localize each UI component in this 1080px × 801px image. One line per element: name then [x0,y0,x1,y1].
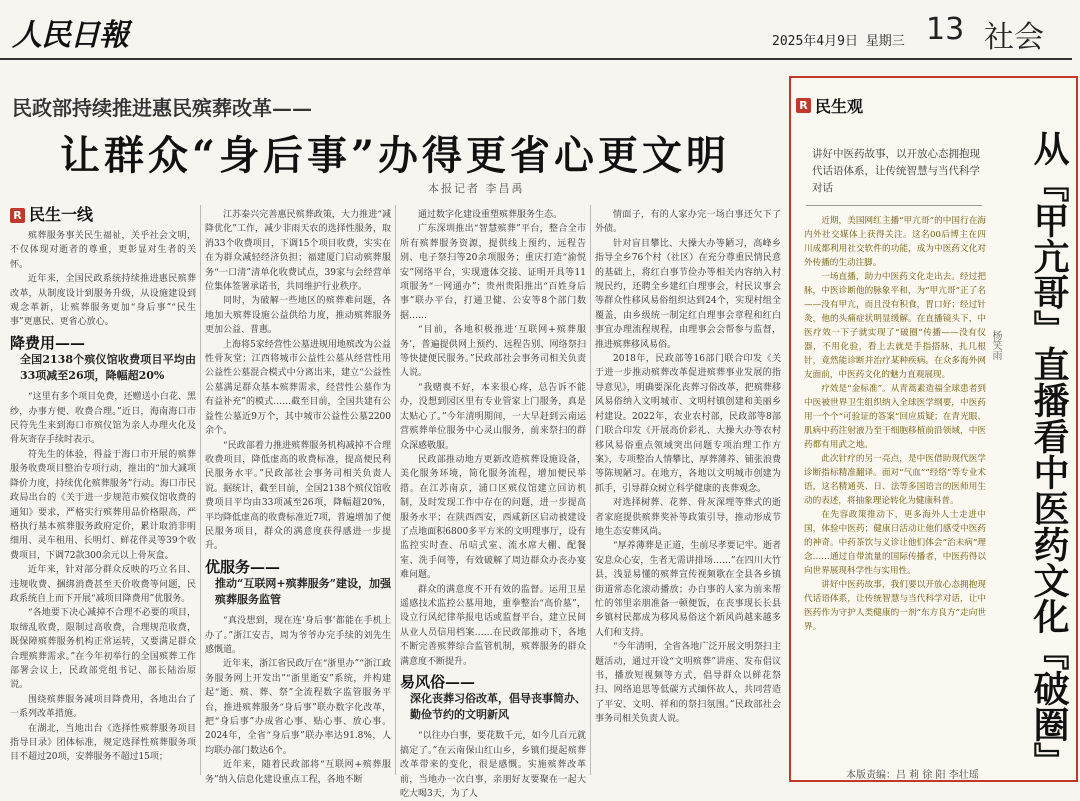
paragraph: “目前，各地积极推进‘互联网+殡葬服务’，普遍提供网上预约、远程告别、网络祭扫等快捷便民服务。”民政部社会事务司相关负责人说。 [400,325,586,379]
article-column-1 [10,205,196,778]
paragraph: “今年清明，全省各地广泛开展文明祭扫主题活动，通过开设“文明殡葬”讲座、发布倡议书，播放短视频等方式，倡导群众以鲜花祭扫、网络追思等低碳方式缅怀故人，共同营造了平安、文明、祥和的祭扫氛围。”民政部社会事务司相关负责人说。 [595,642,781,725]
column-divider [200,205,201,775]
paragraph: “以往办白事，要花数千元，如今几百元就搞定了。”在云南保山红山乡，乡镇们提起殡葬改革带来的变化，很是感慨。实施殡葬改革前，当地办一次白事，亲朋好友要聚在一起大吃大喝3天，为了人 [400,731,586,800]
paragraph: 针对盲目攀比、大操大办等陋习，高峰乡指导全乡76个村（社区）在充分尊重民情民意的基础上，将红白事节俭办等相关内容纳入村规民约，还聘全乡建红白理事会，村民议事会等群众性移风易俗组织达到24个，实现村组全覆盖，由乡级统一制定红白理事会章程和红白事宜办理流程规程，由理事会会帮参与监督，推进殡葬移风易俗。 [595,238,781,350]
paragraph: “各地要下决心减掉不合理不必要的项目，取缔乱收费，限制过高收费，合理规范收费，既保障殡葬服务机构正常运转，又要满足群众合理殡葬需求。”在今年初举行的全国殡葬工作部署会议上，民政部党组书记、部长陆治原说。 [10,608,196,691]
paragraph: 近年来，浙江省民政厅在“浙里办”“浙江政务服务网上开发出”“浙里逝安”系统，并构建起“逝、殡、葬、祭”全流程数字监管服务平台，推进殡葬服务“身后事”联办数字化改革，把“身后事”办成省心事、贴心事、放心事。2024年，全省“身后事”联办率达91.8%，人均联办部门数达6个。 [205,659,391,756]
paragraph: 殡葬服务事关民生福祉，关乎社会文明，不仅体现对逝者的尊重，更彰显对生者的关怀。 [10,231,196,270]
column-divider [395,205,396,775]
paragraph: 上海将5家经营性公墓进规用地殡改为公益性骨灰堂；江西将城市公益性公墓从经营性用公益性公墓混合模式中分离出来，建立“公益性公墓满足群众基本殡葬需求，经营性公墓作为有益补充”的模式……截至目前，全国共建有公益性公墓近9万个，其中城市公益性公墓2200余个。 [205,339,391,437]
article-headline: 让群众“身后事”办得更省心更文明 [60,132,731,179]
page-editors: 本版责编：吕 莉 徐 阳 李壮瑶 [846,770,979,781]
paragraph: 近年来，全国民政系统持续推进惠民殡葬改革，从制度设计到服务升级，从设施建设到观念革新，让殡葬服务更加“身后事”“民生事”更惠民、更省心放心。 [10,274,196,328]
opinion-author: 杨笑雨 [990,330,1001,360]
subheading: 优服务—— [205,557,281,576]
paragraph: 情面子，有的人家办完一场白事还欠下了外债。 [595,210,781,235]
paragraph: “我赌喪不好，本来很心疼，总告诉不能办，没想到园区里有专业管家上门服务，真是太贴心了。”今年清明期间，一大早赶到云南运营殡葬单位服务中心灵山服务，前来祭扫的群众深感敬服。 [400,382,586,451]
article-column-3 [400,208,586,800]
subheading-text: 全国2138个殡仪馆收费项目平均由33项减至26项，降幅超20% [20,353,196,383]
paragraph: 近年来，针对部分群众反映的巧立名目、违规收费、捆绑消费甚至天价收费等问题，民政系统自上而下开展“减项目降费用”优服务。 [10,565,196,604]
paragraph: 一场直播，助力中医药文化走出去。经过把脉，中医诊断他的脉象平和，为“甲亢哥”正了名——没有甲亢，而且没有积食，胃口好；经过针灸，他的头痛症状明显缓解。在直播镜头下，中医疗效一下子就实现了“破圈”传播——没有仪器，不用化验，看上去就是手指搭脉，扎几根针，竟然能诊断并治疗某种疾病。在众多海外网友面前，中医药文化的魅力直观展现。 [804,272,986,380]
section-name: 社会 [984,20,1044,55]
paragraph: 民政部推动地方更新改造殡葬设施设备，美化服务环境，简化服务流程，增加便民举措。在江苏南京，浦口区殡仪馆建立回访机制，及时发现工作中存在的问题，进一步提高服务水平；在陕西西安，西咸新区启动被建设了点地面积6800多平方米的文明理事厅，设有监控实时查、吊唁式室、流水席大棚、配餐室、洗手间等，有效破解了周边群众办丧办宴难问题。 [400,454,586,581]
paragraph: 近年来，随着民政部将“互联网+殡葬服务”纳入信息化建设重点工程，各地不断 [205,760,391,785]
page-number: 13 [926,12,965,47]
brand-label: 民生一线 [29,205,94,225]
paragraph: 讲好中医药故事，我们要以开放心态拥抱现代话语体系，让传统智慧与当代科学对话，让中医药作为守护人类健康的一剂“东方良方”走向世界。 [804,580,986,632]
paragraph: 围绕殡葬服务减项目降费用，各地出台了一系列改革措施。 [10,694,196,720]
paragraph: 通过数字化建设重塑殡葬服务生态。 [418,210,563,220]
column-brand [10,205,196,225]
opinion-body [804,214,986,774]
paragraph: 2018年，民政部等16部门联合印发《关于进一步推动殡葬改革促进殡葬事业发展的指导意见》，明确要深化丧葬习俗改革，把殡葬移风易俗纳入文明城市、文明村镇创建和美丽乡村建设。2022年，农业农村部，民政部等8部门联合印发《开展高价彩礼、大操大办等农村移风易俗重点领域突出问题专项治理工作方案》，专项整治人情攀比、厚葬薄养、铺张浪费等陈规陋习。在地方，各地以文明城市创建为抓手，引导群众树立科学健康的丧葬观念。 [595,354,781,494]
paragraph: 近期，美国网红主播“甲亢哥”的中国行在海内外社交媒体上获得关注。这名00后博主在四川成都利用社交软件的功能，成为中医药文化对外传播的生动注脚。 [804,216,986,268]
brand-r-icon: R [10,208,25,223]
paragraph: “民政部着力推进殡葬服务机构减掉不合理收费项目，降低虚高的收费标准，提高便民利民服务水平。”民政部社会事务司相关负责人说。据统计，截至目前，全国2138个殡仪馆收费项目平均由33项减至26项，降幅超20%，平均降低虚高的收费标准近7项，普遍增加了便民服务项目，群众的满意度获得感进一步提升。 [205,440,391,552]
newspaper-logo: 人民日報 [12,18,128,53]
brand-r-icon: R [796,98,811,113]
article-kicker: 民政部持续推进惠民殡葬改革—— [12,96,312,120]
paragraph: 符先生的体验，得益于海口市开展的殡葬服务收费项目整治专项行动，推出的“加大减项降价力度，持续优化殡葬服务”行动。海口市民政局出台的《关于进一步规范市殡仪馆收费的通知》要求，严格实行殡葬用品价格限高，严格执行基本殡葬服务政府定价，累计取消非明细用、灵车租用、长明灯、鲜花伴灵等39个收费项目，下调72款300余元以上骨灰盒。 [10,449,196,561]
paragraph: 同时，为破解一些地区的殡葬难问题，各地加大殡葬设施公益供给力度，推动殡葬服务更加公益、普惠。 [205,296,391,336]
opinion-deck: 讲好中医药故事，以开放心态拥抱现代话语体系，让传统智慧与当代科学对话 [812,148,980,194]
article-byline: 本报记者 李昌禹 [428,182,525,195]
subheading-text: 深化丧葬习俗改革，倡导丧事简办、勤俭节约的文明新风 [410,692,586,722]
paragraph: 在先容政策推动下，更多海外人士走进中国，体验中医药；健康日活动让他们感受中医药的神奇。中药茶饮与义诊让他们体会“治未病”理念……通过自带流量的国际传播者，中医药得以向世界展现科学性与实用性。 [804,510,986,576]
paragraph: 对选择树葬、花葬、骨灰深埋等葬式的逝者家庭提供殡葬奖补等政策引导，推动形成节地生态安葬风尚。 [595,498,781,537]
article-column-2 [205,208,391,785]
opinion-brand [796,94,863,117]
paragraph: 江苏泰兴完善惠民殡葬政策，大力推进“减降优化”工作，减少非雨天农的选择性服务，取消33个收费项目，下调15个项目收费，实实在在为群众减轻经济负担；福建厦门启动殡葬服务“一口清”清单化收费试点，39家与会经营单位集体签署承诺书，共同维护行业秩序。 [205,210,391,293]
paragraph: 疗效是“金标准”。从青蒿素造福全球患者到中医被世界卫生组织纳入全球医学纲要，中医药用一个个“可验证的答案”回应质疑；在青光眼、肌病中药注射液乃至干细胞移植前沿领域，中医药都有用武之地。 [804,384,986,450]
paragraph: “这里有多个项目免费，还赠送小白花、黑纱，办事方便、收费合理。”近日，海南海口市民符先生来到海口市殡仪馆为亲人办理火化及骨灰寄存手续时表示。 [10,392,196,446]
article-column-4 [595,208,781,778]
paragraph: 此次针疗的另一亮点，是中医借助现代医学诊断指标精准翻译。面对“气血”“经络”等专业术语，这名精通英、日、法等多国语言的医师用生动的表述，将抽象理论转化为健康科普。 [804,454,986,506]
issue-date: 2025年4月9日 星期三 [772,34,905,49]
paragraph: “厚养薄葬是正道，生前尽孝要记牢。逝者安息众心安，生者无需讲排场……”在四川大竹县，浅显易懂的殡葬宣传视频歌在全县各乡镇街道常态化滚动播放；办白事的人家为前来帮忙的邻里亲朋准备一顿便饭，在丧事现长长县乡镇村民都成为移风易俗这个新风尚越来越多人们和支持。 [595,541,781,638]
opinion-separator [806,205,982,206]
paragraph: 在湖北，当地出台《选择性殡葬服务项目指导目录》团体标准，规定选择性殡葬服务项目不超过20项，安葬服务不超过15项； [10,723,196,763]
opinion-title: 从『甲亢哥』直播看中医药文化『破圈』 [1028,130,1070,778]
subheading: 降费用—— [10,333,86,352]
paragraph: 广东深圳推出“智慧殡葬”平台，整合全市所有殡葬服务资源，提供线上预约、远程告别、电子祭扫等20余项服务；重庆打造“渝悦安”网络平台，实现遗体交接、证明开具等11项服务“一网通办”；贵州贵阳推出“百姓身后事”联办平台，打通卫健、公安等8个部门数据…… [400,224,586,321]
paragraph: “真没想到，现在连‘身后事’都能在手机上办了。”浙江安吉，周为爷爷办完手续的刘先生感慨道。 [205,616,391,655]
subheading-text: 推动“互联网+殡葬服务”建设，加强殡葬服务监管 [215,577,391,607]
masthead-rule [0,58,1072,60]
column-divider [590,205,591,775]
brand-label: 民生观 [815,97,864,116]
paragraph: 群众的满意度不开有效的监督。运用卫星遥感技术监控公墓用地，重拳整治“高价墓”，设立行风纪律举报电话或监督平台，建立民间从业人员信用档案……在民政部推动下，各地不断完善殡葬综合监管机制，殡葬服务的群众满意度不断提升。 [400,584,586,667]
subheading: 易风俗—— [400,673,476,691]
masthead [0,0,1080,58]
